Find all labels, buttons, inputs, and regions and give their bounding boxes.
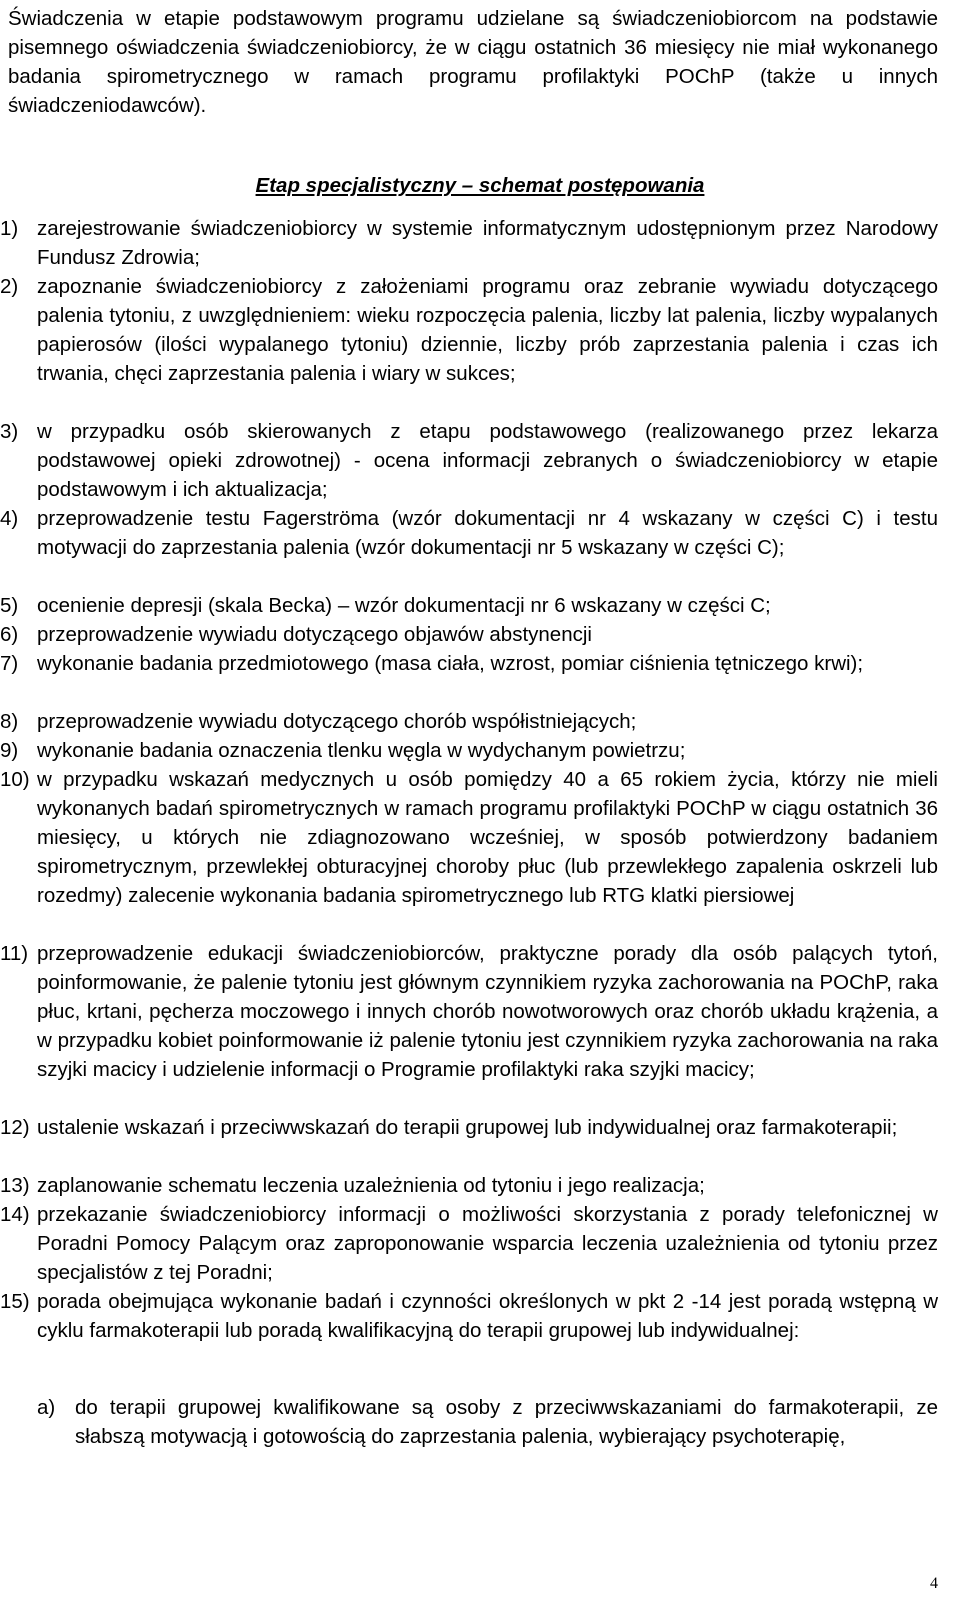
list-item-number: 5) xyxy=(0,594,19,617)
list-item-text: przeprowadzenie wywiadu dotyczącego chorób współistniejących; xyxy=(37,710,637,733)
section-heading: Etap specjalistyczny – schemat postępowania xyxy=(255,174,705,197)
list-item-text: zapoznanie świadczeniobiorcy z założeniami programu oraz zebranie wywiadu dotyczącego palenia tytoniu, z uwzględnieniem: wieku rozpoczęcia palenia, liczby lat palenia, liczby wypalanych papierosów (ilości wypalanego tytoniu) dziennie, liczby prób zaprzestania palenia i czas ich trwania, chęci zaprzestania palenia i wiary w sukces; xyxy=(37,275,938,385)
list-item-text: w przypadku wskazań medycznych u osób pomiędzy 40 a 65 rokiem życia, którzy nie mieli wykonanych badań spirometrycznych w ramach programu profilaktyki POChP w ciągu ostatnich 36 miesięcy, u których nie zdiagnozowano wcześniej, w sposób potwierdzony badaniem spirometrycznym, przewlekłej obturacyjnej choroby płuc (lub przewlekłego zapalenia oskrzeli lub rozedmy) zalecenie wykonania badania spirometrycznego lub RTG klatki piersiowej xyxy=(37,768,938,907)
list-item-number: 2) xyxy=(0,275,19,298)
list-item-number: 8) xyxy=(0,710,19,733)
list-item-text: przeprowadzenie testu Fagerströma (wzór dokumentacji nr 4 wskazany w części C) i testu motywacji do zaprzestania palenia (wzór dokumentacji nr 5 wskazany w części C); xyxy=(37,507,938,559)
sub-list-item-text: do terapii grupowej kwalifikowane są osoby z przeciwwskazaniami do farmakoterapii, ze słabszą motywacją i gotowością do zaprzestania palenia, wybierający psychoterapię, xyxy=(75,1396,938,1448)
list-item-text: zarejestrowanie świadczeniobiorcy w systemie informatycznym udostępnionym przez Narodowy Fundusz Zdrowia; xyxy=(37,217,938,269)
sub-list-item-letter: a) xyxy=(37,1396,56,1419)
list-item-number: 9) xyxy=(0,739,19,762)
list-item-text: przeprowadzenie wywiadu dotyczącego objawów abstynencji xyxy=(37,623,592,646)
list-item-text: przekazanie świadczeniobiorcy informacji o możliwości skorzystania z porady telefonicznej w Poradni Pomocy Palącym oraz zaproponowanie wsparcia leczenia uzależnienia od tytoniu przez specjalistów z tej Poradni; xyxy=(37,1203,938,1284)
list-item-number: 11) xyxy=(0,942,29,965)
list-item-text: ocenienie depresji (skala Becka) – wzór dokumentacji nr 6 wskazany w części C; xyxy=(37,594,771,617)
list-item-text: zaplanowanie schematu leczenia uzależnienia od tytoniu i jego realizacja; xyxy=(37,1174,705,1197)
list-item-text: ustalenie wskazań i przeciwwskazań do terapii grupowej lub indywidualnej oraz farmakoterapii; xyxy=(37,1116,898,1139)
list-item-text: porada obejmująca wykonanie badań i czynności określonych w pkt 2 -14 jest poradą wstępną w cyklu farmakoterapii lub poradą kwalifikacyjną do terapii grupowej lub indywidualnej: xyxy=(37,1290,938,1342)
list-item-text: przeprowadzenie edukacji świadczeniobiorców, praktyczne porady dla osób palących tytoń, poinformowanie, że palenie tytoniu jest głównym czynnikiem ryzyka zachorowania na POChP, raka płuc, krtani, pęcherza moczowego i innych chorób nowotworowych oraz chorób układu krążenia, a w przypadku kobiet poinformowanie iż palenie tytoniu jest czynnikiem ryzyka zachorowania na raka szyjki macicy i udzielenie informacji o Programie profilaktyki raka szyjki macicy; xyxy=(37,942,938,1081)
list-item-number: 3) xyxy=(0,420,19,443)
page-number: 4 xyxy=(930,1575,938,1592)
list-item-number: 1) xyxy=(0,217,19,240)
list-item-number: 10) xyxy=(0,768,30,791)
list-item-text: w przypadku osób skierowanych z etapu podstawowego (realizowanego przez lekarza podstawowej opieki zdrowotnej) - ocena informacji zebranych o świadczeniobiorcy w etapie podstawowym i ich aktualizacja; xyxy=(37,420,938,501)
list-item-number: 12) xyxy=(0,1116,30,1139)
list-item-number: 4) xyxy=(0,507,19,530)
list-item-text: wykonanie badania przedmiotowego (masa ciała, wzrost, pomiar ciśnienia tętniczego krwi); xyxy=(37,652,864,675)
list-item-number: 14) xyxy=(0,1203,30,1226)
list-item-number: 15) xyxy=(0,1290,30,1313)
list-item-number: 7) xyxy=(0,652,19,675)
list-item-number: 6) xyxy=(0,623,19,646)
intro-paragraph: Świadczenia w etapie podstawowym programu udzielane są świadczeniobiorcom na podstawie pisemnego oświadczenia świadczeniobiorcy, że w ciągu ostatnich 36 miesięcy nie miał wykonanego badania spirometrycznego w ramach programu profilaktyki POChP (także u innych świadczeniodawców). xyxy=(8,7,938,117)
list-item-number: 13) xyxy=(0,1174,30,1197)
list-item-text: wykonanie badania oznaczenia tlenku węgla w wydychanym powietrzu; xyxy=(37,739,686,762)
